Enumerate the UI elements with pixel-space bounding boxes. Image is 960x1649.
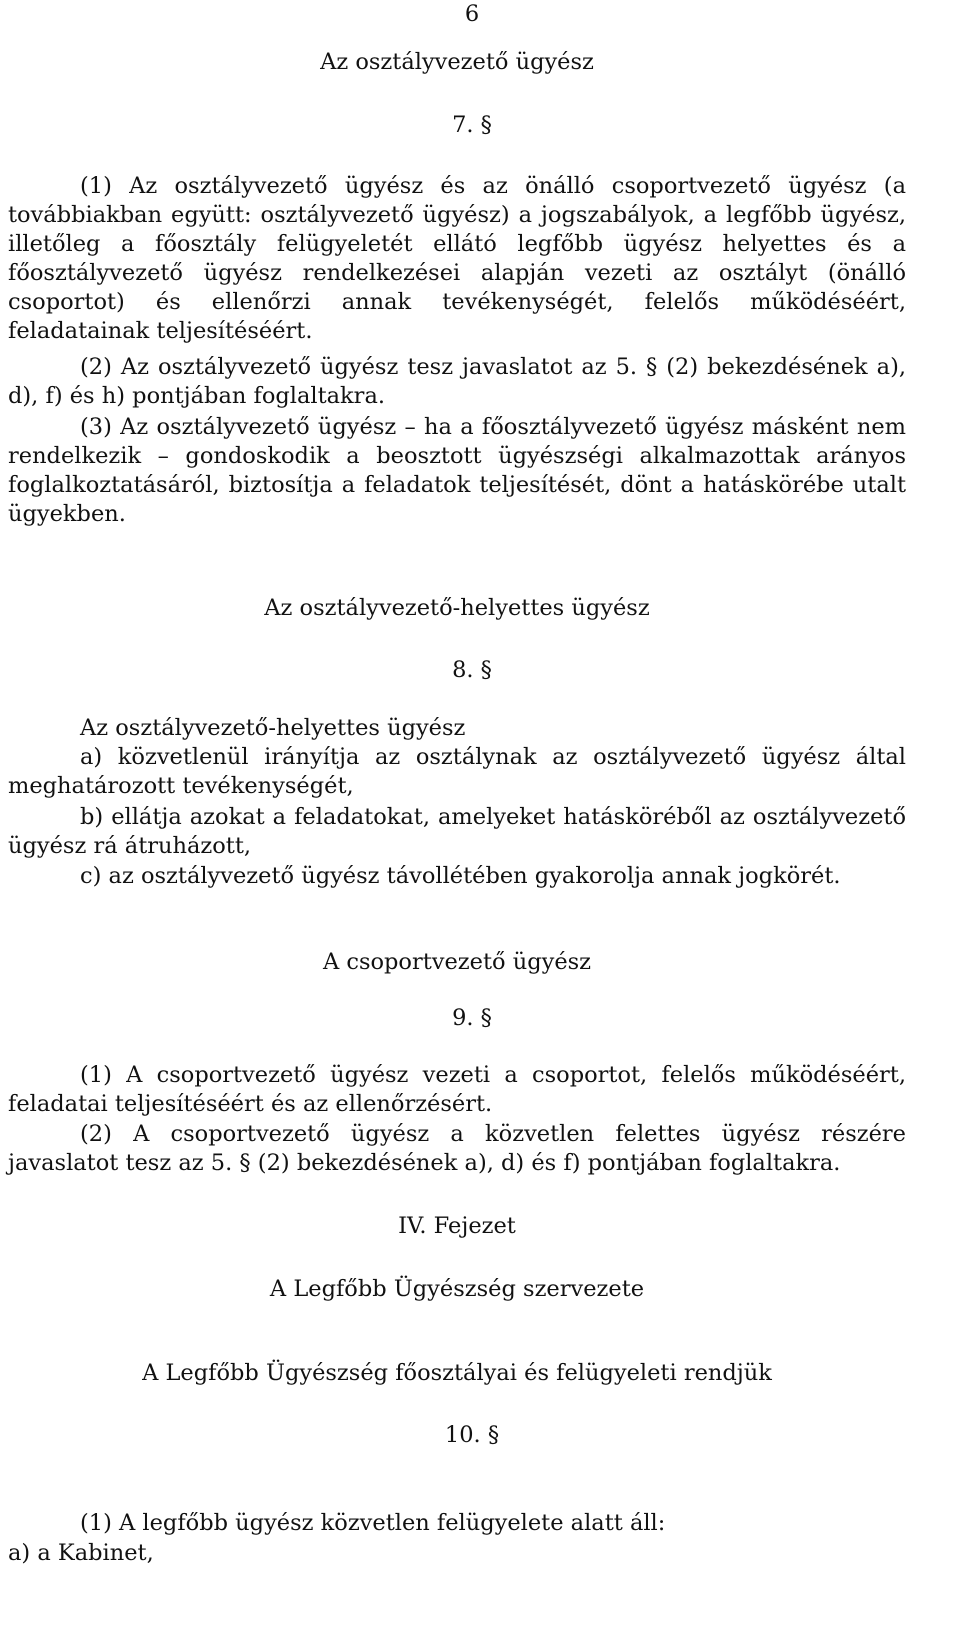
paragraph-7-3: (3) Az osztályvezető ügyész – ha a főosztályvezető ügyész másként nem rendelkezik – gondoskodik a beosztott ügyészségi alkalmazottak arányos foglalkoztatásáról, biztosítja a feladatok teljesítését, dönt a hatáskörébe utalt ügyekben. — [8, 414, 906, 527]
section-number-8: 8. § — [452, 657, 492, 683]
section-heading-7: Az osztályvezető ügyész — [320, 49, 594, 75]
paragraph-10-1: (1) A legfőbb ügyész közvetlen felügyelete alatt áll: — [80, 1510, 666, 1536]
chapter-title: A Legfőbb Ügyészség szervezete — [269, 1276, 645, 1302]
section-number-7: 7. § — [452, 112, 492, 138]
paragraph-10-a: a) a Kabinet, — [8, 1540, 154, 1566]
chapter-number: IV. Fejezet — [398, 1213, 516, 1239]
paragraph-8-intro: Az osztályvezető-helyettes ügyész — [80, 715, 466, 741]
section-number-10: 10. § — [444, 1422, 500, 1448]
paragraph-8-a: a) közvetlenül irányítja az osztálynak az osztályvezető ügyész által meghatározott tevékenységét, — [8, 744, 906, 799]
paragraph-7-2: (2) Az osztályvezető ügyész tesz javaslatot az 5. § (2) bekezdésének a), d), f) és h) pontjában foglaltakra. — [8, 354, 906, 409]
paragraph-9-2: (2) A csoportvezető ügyész a közvetlen felettes ügyész részére javaslatot tesz az 5. § (2) bekezdésének a), d) és f) pontjában foglaltakra. — [8, 1121, 906, 1176]
paragraph-8-b: b) ellátja azokat a feladatokat, amelyeket hatásköréből az osztályvezető ügyész rá átruházott, — [8, 804, 906, 859]
paragraph-7-1: (1) Az osztályvezető ügyész és az önálló csoportvezető ügyész (a továbbiakban együtt: osztályvezető ügyész) a jogszabályok, a legfőbb ügyész, illetőleg a főosztály felügyeletét ellátó legfőbb ügyész helyettes és a főosztályvezető ügyész rendelkezései alapján vezeti az osztályt (önálló csoportot) és ellenőrzi annak tevékenységét, felelős működéséért, feladatainak teljesítéséért. — [8, 173, 906, 344]
paragraph-8-c: c) az osztályvezető ügyész távollétében gyakorolja annak jogkörét. — [80, 863, 841, 889]
section-number-9: 9. § — [452, 1005, 492, 1031]
section-heading-9: A csoportvezető ügyész — [322, 949, 592, 975]
paragraph-9-1: (1) A csoportvezető ügyész vezeti a csoportot, felelős működéséért, feladatai teljesítéséért és az ellenőrzésért. — [8, 1062, 906, 1117]
chapter-subtitle: A Legfőbb Ügyészség főosztályai és felügyeleti rendjük — [142, 1360, 772, 1386]
section-heading-8: Az osztályvezető-helyettes ügyész — [264, 595, 650, 621]
page-number: 6 — [464, 1, 480, 27]
